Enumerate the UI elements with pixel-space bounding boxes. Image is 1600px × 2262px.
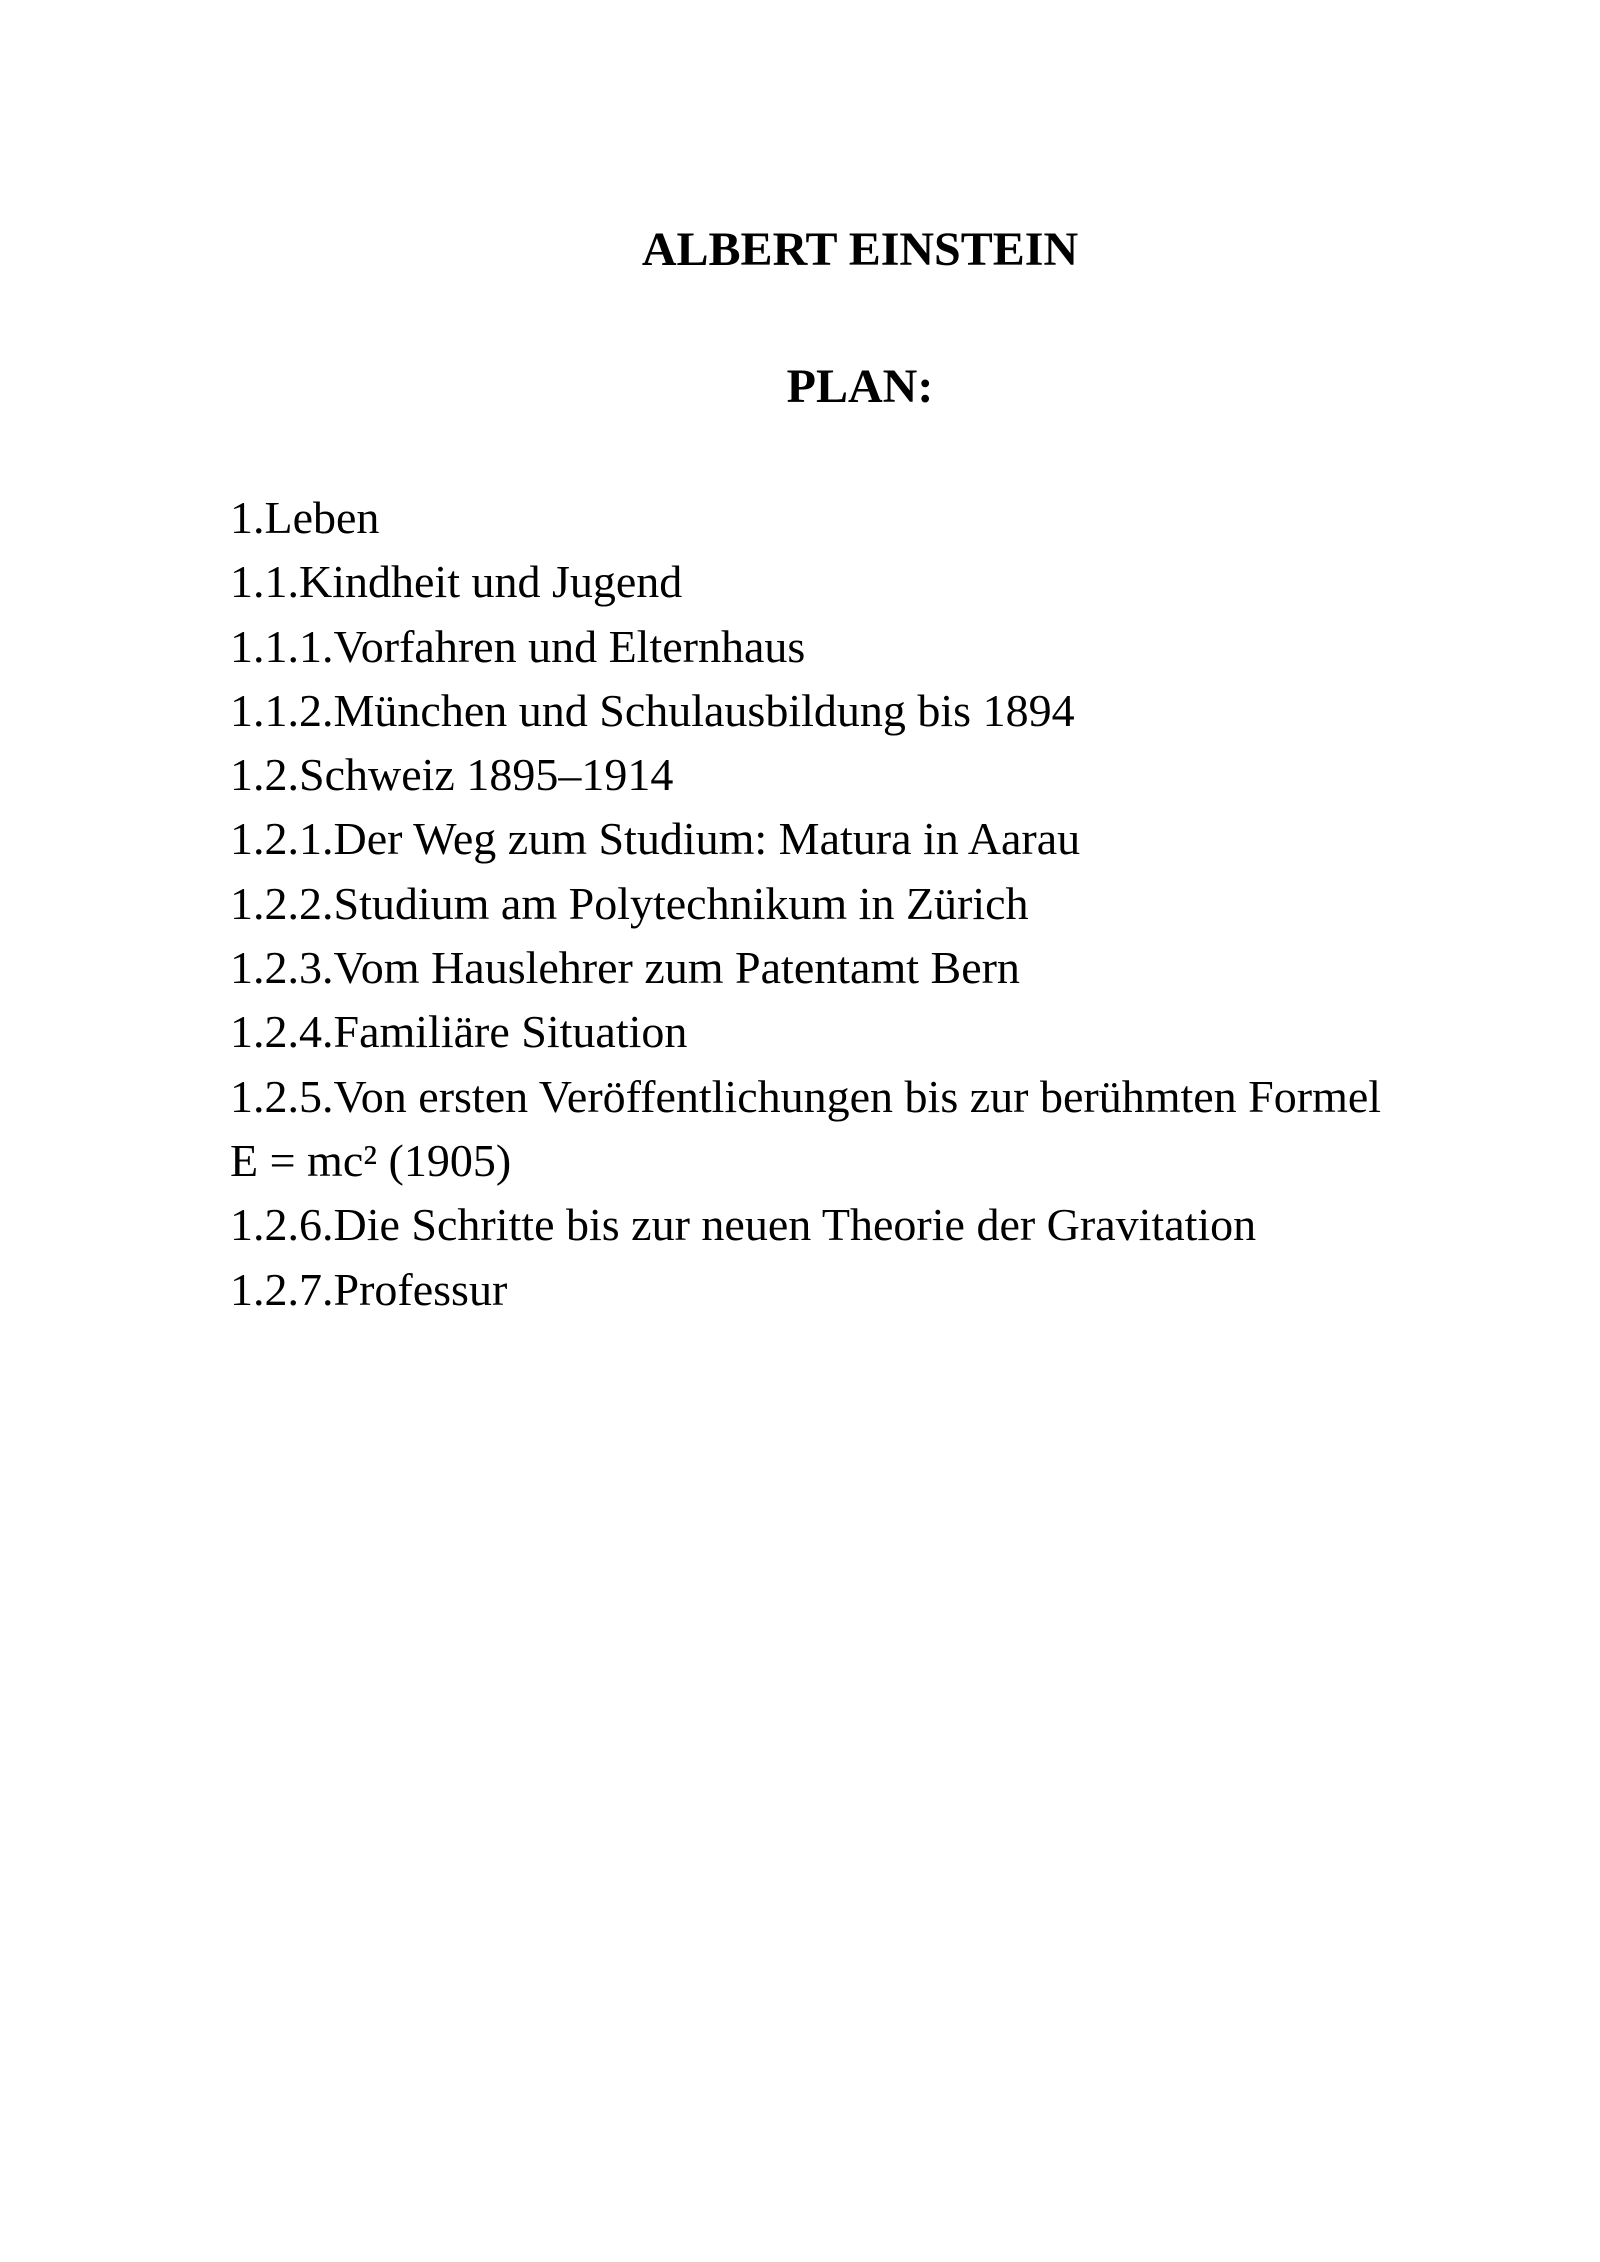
toc-item: 1.2.2.Studium am Polytechnikum in Zürich — [230, 877, 1029, 929]
toc-item: 1.2.3.Vom Hauslehrer zum Patentamt Bern — [230, 942, 1020, 994]
toc-item: 1.1.2.München und Schulausbildung bis 1894 — [230, 684, 1075, 736]
toc-item: 1.1.Kindheit und Jugend — [230, 556, 683, 608]
toc-item-continuation: E = mc² (1905) — [230, 1134, 512, 1186]
toc-item: 1.2.6.Die Schritte bis zur neuen Theorie der Gravitation — [230, 1199, 1257, 1251]
toc-item: 1.2.Schweiz 1895–1914 — [230, 749, 674, 801]
table-of-contents — [230, 486, 1530, 1322]
document-title: ALBERT EINSTEIN — [641, 223, 1079, 276]
toc-item: 1.2.1.Der Weg zum Studium: Matura in Aarau — [230, 813, 1081, 865]
toc-item: 1.2.7.Professur — [230, 1263, 508, 1315]
toc-item: 1.2.4.Familiäre Situation — [230, 1006, 688, 1058]
toc-item: 1.Leben — [230, 492, 380, 543]
toc-item: 1.1.1.Vorfahren und Elternhaus — [230, 620, 806, 672]
plan-heading: PLAN: — [786, 360, 934, 413]
toc-item: 1.2.5.Von ersten Veröffentlichungen bis zur berühmten Formel — [230, 1070, 1382, 1122]
